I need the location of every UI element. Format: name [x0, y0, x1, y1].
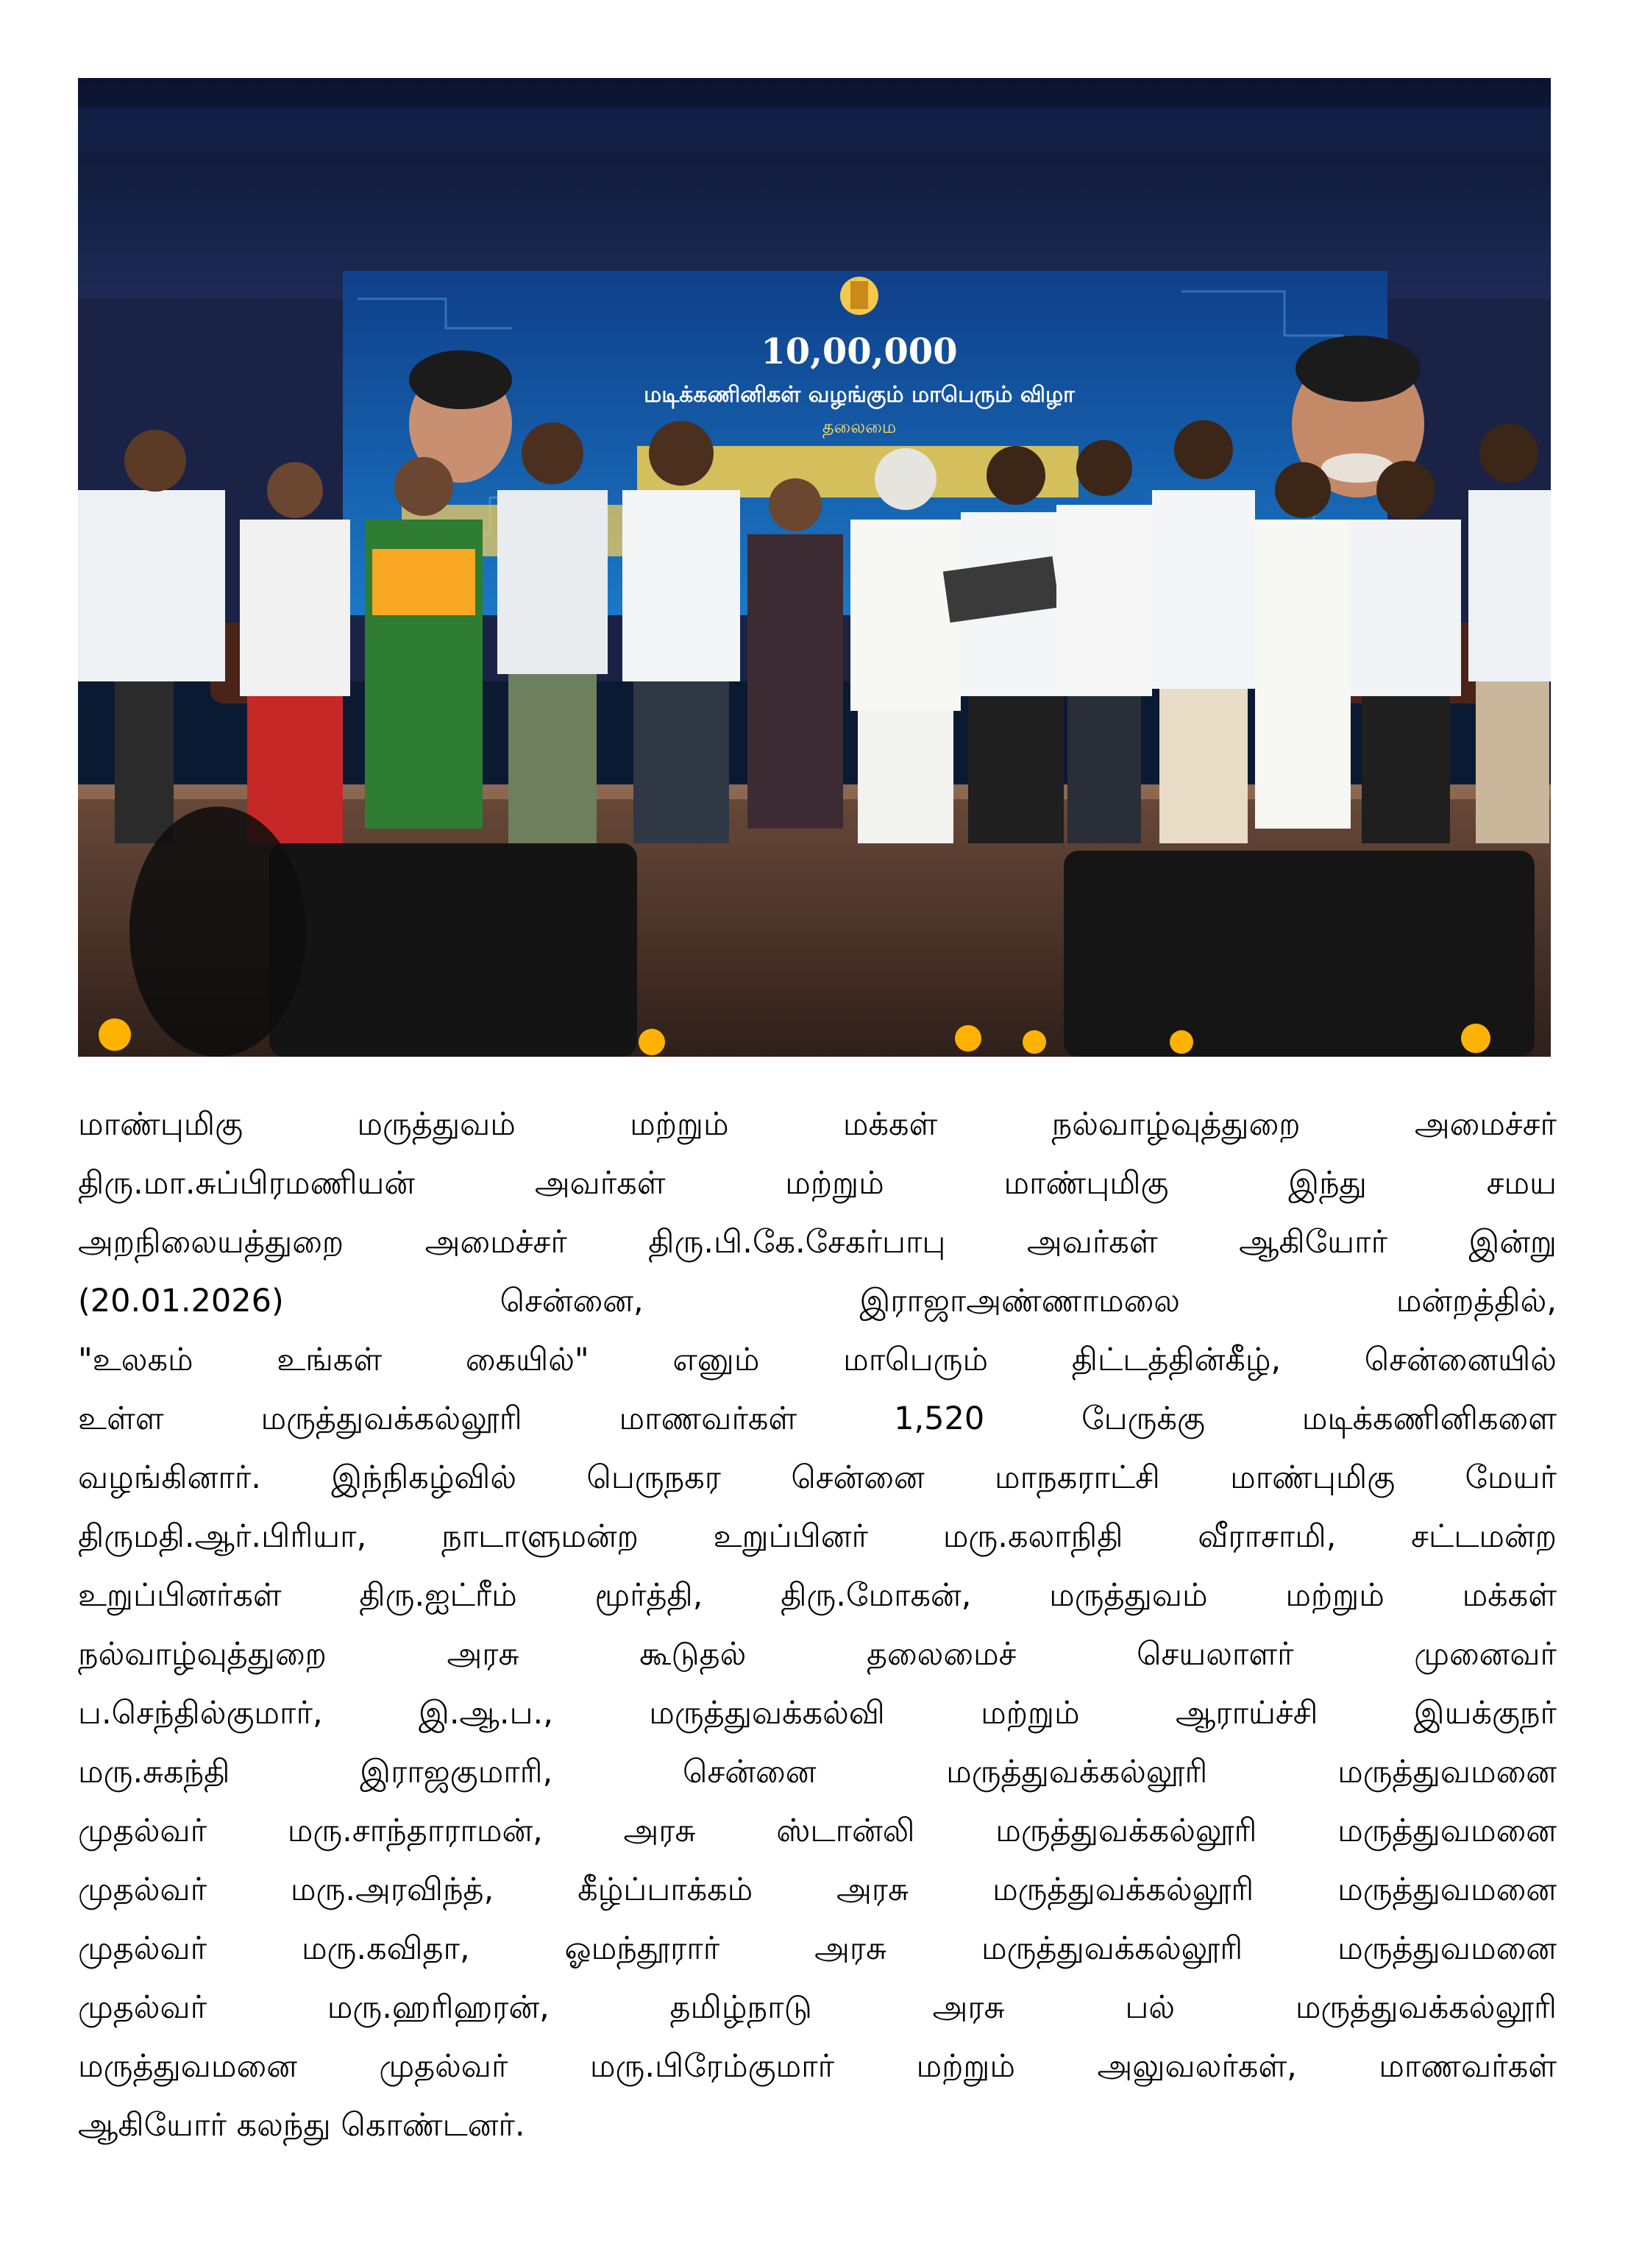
article-line: முதல்வர் மரு.ஹரிஹரன், தமிழ்நாடு அரசு பல் மருத்துவக்கல்லூரி [78, 1989, 1557, 2026]
article-line: ப.செந்தில்குமார், இ.ஆ.ப., மருத்துவக்கல்வி மற்றும் ஆராய்ச்சி இயக்குநர் [78, 1695, 1557, 1732]
article-line: மரு.சுகந்தி இராஜகுமாரி, சென்னை மருத்துவக்கல்லூரி மருத்துவமனை [78, 1754, 1557, 1790]
article-line: மாண்புமிகு மருத்துவம் மற்றும் மக்கள் நல்வாழ்வுத்துறை அமைச்சர் [78, 1106, 1557, 1143]
event-photo [78, 78, 1551, 1057]
article-line: "உலகம் உங்கள் கையில்" எனும் மாபெரும் திட்டத்தின்கீழ், சென்னையில் [78, 1342, 1557, 1378]
article-line: (20.01.2026) சென்னை, இராஜாஅண்ணாமலை மன்றத்தில், [78, 1283, 1557, 1319]
article-line: திரு.மா.சுப்பிரமணியன் அவர்கள் மற்றும் மாண்புமிகு இந்து சமய [78, 1165, 1557, 1202]
backdrop-heading: 10,00,000 [761, 331, 958, 372]
speaker-left [269, 843, 637, 1057]
article-line: அறநிலையத்துறை அமைச்சர் திரு.பி.கே.சேகர்பாபு அவர்கள் ஆகியோர் இன்று [78, 1224, 1557, 1261]
speaker-right [1064, 851, 1535, 1057]
article-line: உள்ள மருத்துவக்கல்லூரி மாணவர்கள் 1,520 பேருக்கு மடிக்கணினிகளை [78, 1400, 1557, 1437]
article-line: ஆகியோர் கலந்து கொண்டனர். [78, 2107, 525, 2144]
event-photo-illustration [78, 78, 1551, 1057]
backdrop-subheading: மடிக்கணினிகள் வழங்கும் மாபெரும் விழா [644, 382, 1075, 408]
article-line: முதல்வர் மரு.கவிதா, ஓமந்தூரார் அரசு மருத்துவக்கல்லூரி மருத்துவமனை [78, 1930, 1557, 1967]
backdrop-presiding: தலைமை [822, 417, 897, 437]
article-line: நல்வாழ்வுத்துறை அரசு கூடுதல் தலைமைச் செயலாளர் முனைவர் [78, 1636, 1557, 1673]
article-line: மருத்துவமனை முதல்வர் மரு.பிரேம்குமார் மற்றும் அலுவலர்கள், மாணவர்கள் [78, 2048, 1557, 2085]
article-body [78, 1095, 1557, 2155]
article-line: முதல்வர் மரு.சாந்தாராமன், அரசு ஸ்டான்லி மருத்துவக்கல்லூரி மருத்துவமனை [78, 1812, 1557, 1849]
article-line: திருமதி.ஆர்.பிரியா, நாடாளுமன்ற உறுப்பினர் மரு.கலாநிதி வீராசாமி, சட்டமன்ற [78, 1518, 1557, 1555]
article-line: உறுப்பினர்கள் திரு.ஐட்ரீம் மூர்த்தி, திரு.மோகன், மருத்துவம் மற்றும் மக்கள் [78, 1577, 1557, 1614]
article-line: வழங்கினார். இந்நிகழ்வில் பெருநகர சென்னை மாநகராட்சி மாண்புமிகு மேயர் [78, 1459, 1557, 1496]
article-line: முதல்வர் மரு.அரவிந்த், கீழ்ப்பாக்கம் அரசு மருத்துவக்கல்லூரி மருத்துவமனை [78, 1871, 1557, 1908]
